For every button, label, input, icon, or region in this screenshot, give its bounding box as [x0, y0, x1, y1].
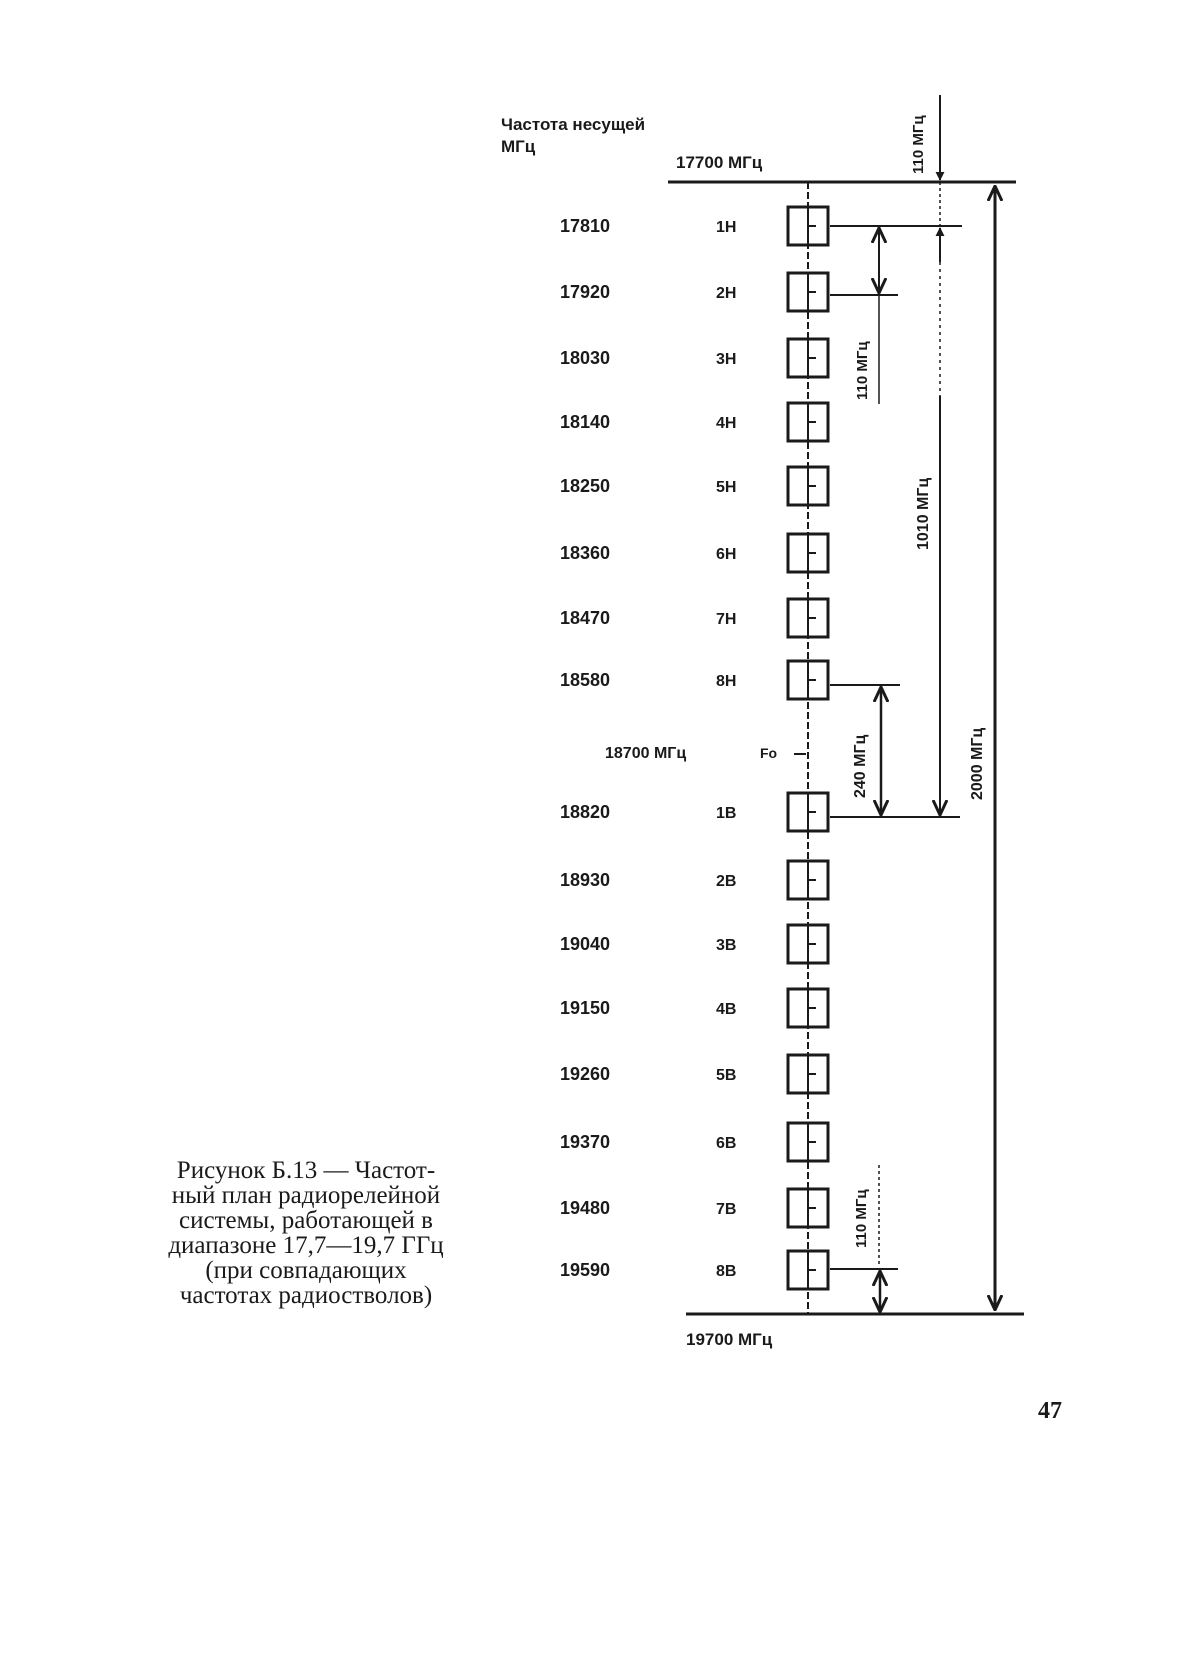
duplex-label: 1010 МГц	[915, 477, 932, 550]
page-number: 47	[1038, 1398, 1062, 1424]
bottom-guard-label: 110 МГц	[853, 1189, 870, 1248]
channel-label: 2Н	[716, 285, 737, 302]
channel-row-low-5	[560, 467, 828, 505]
header-line-1: Частота несущей	[501, 115, 646, 134]
channel-row-low-2	[560, 273, 828, 311]
channel-frequency: 19480	[560, 1198, 611, 1218]
channel-label: 3Н	[716, 351, 737, 368]
channel-label: 5Н	[716, 479, 737, 496]
channel-frequency: 18470	[560, 608, 611, 628]
channel-label: 6В	[716, 1135, 737, 1152]
channel-frequency: 19590	[560, 1260, 611, 1280]
channel-frequency: 17920	[560, 282, 611, 302]
center-frequency-label: 18700 МГц	[605, 745, 687, 762]
channel-label: 3В	[716, 937, 737, 954]
channel-row-high-7	[560, 1189, 828, 1227]
channel-row-low-7	[560, 599, 828, 637]
channel-label: 1Н	[716, 219, 737, 236]
band-bottom-label: 19700 МГц	[686, 1330, 773, 1349]
header-line-2: МГц	[501, 137, 536, 156]
channel-row-high-3	[560, 925, 828, 963]
channel-frequency: 18250	[560, 476, 611, 496]
caption-line: диапазоне 17,7—19,7 ГГц	[168, 1232, 444, 1259]
channel-row-low-1	[560, 207, 828, 245]
channel-label: 7В	[716, 1201, 737, 1218]
channel-row-high-6	[560, 1123, 828, 1161]
channel-label: 2В	[716, 873, 737, 890]
band-top-label: 17700 МГц	[676, 153, 763, 172]
channel-row-low-4	[560, 403, 828, 441]
channel-row-high-5	[560, 1055, 828, 1093]
channel-frequency: 18930	[560, 870, 611, 890]
channel-label: 8Н	[716, 673, 737, 690]
channel-label: 1В	[716, 805, 737, 822]
channel-frequency: 19150	[560, 998, 611, 1018]
top-guard-label: 110 МГц	[910, 115, 927, 174]
channel-label: 5В	[716, 1067, 737, 1084]
channel-frequency: 18140	[560, 412, 611, 432]
channel-list	[560, 207, 828, 1289]
channel-frequency: 18030	[560, 348, 611, 368]
channel-label: 7Н	[716, 611, 737, 628]
spacing-label: 110 МГц	[854, 341, 871, 400]
channel-frequency: 18580	[560, 670, 611, 690]
channel-label: 4В	[716, 1001, 737, 1018]
figure-caption	[138, 1158, 474, 1308]
caption-line: (при совпадающих	[205, 1257, 407, 1284]
channel-label: 4Н	[716, 415, 737, 432]
channel-label: 6Н	[716, 546, 737, 563]
channel-frequency: 18360	[560, 543, 611, 563]
channel-label: 8В	[716, 1263, 737, 1280]
channel-frequency: 18820	[560, 802, 611, 822]
caption-line: системы, работающей в	[179, 1207, 433, 1234]
channel-frequency: 19370	[560, 1132, 611, 1152]
caption-line: Рисунок Б.13 — Частот-	[176, 1157, 436, 1184]
caption-line: частотах радиостволов)	[179, 1282, 433, 1309]
channel-row-high-2	[560, 861, 828, 899]
caption-line: ный план радиорелейной	[171, 1182, 441, 1209]
channel-frequency: 17810	[560, 216, 611, 236]
channel-frequency: 19260	[560, 1064, 611, 1084]
channel-row-low-8	[560, 661, 828, 699]
channel-row-low-6	[560, 534, 828, 572]
channel-row-high-1	[560, 793, 828, 831]
channel-row-high-4	[560, 989, 828, 1027]
channel-frequency: 19040	[560, 934, 611, 954]
center-frequency-symbol: Fo	[760, 745, 778, 761]
total-band-label: 2000 МГц	[969, 727, 986, 800]
channel-row-low-3	[560, 339, 828, 377]
center-gap-label: 240 МГц	[852, 734, 869, 798]
channel-row-high-8	[560, 1251, 828, 1289]
